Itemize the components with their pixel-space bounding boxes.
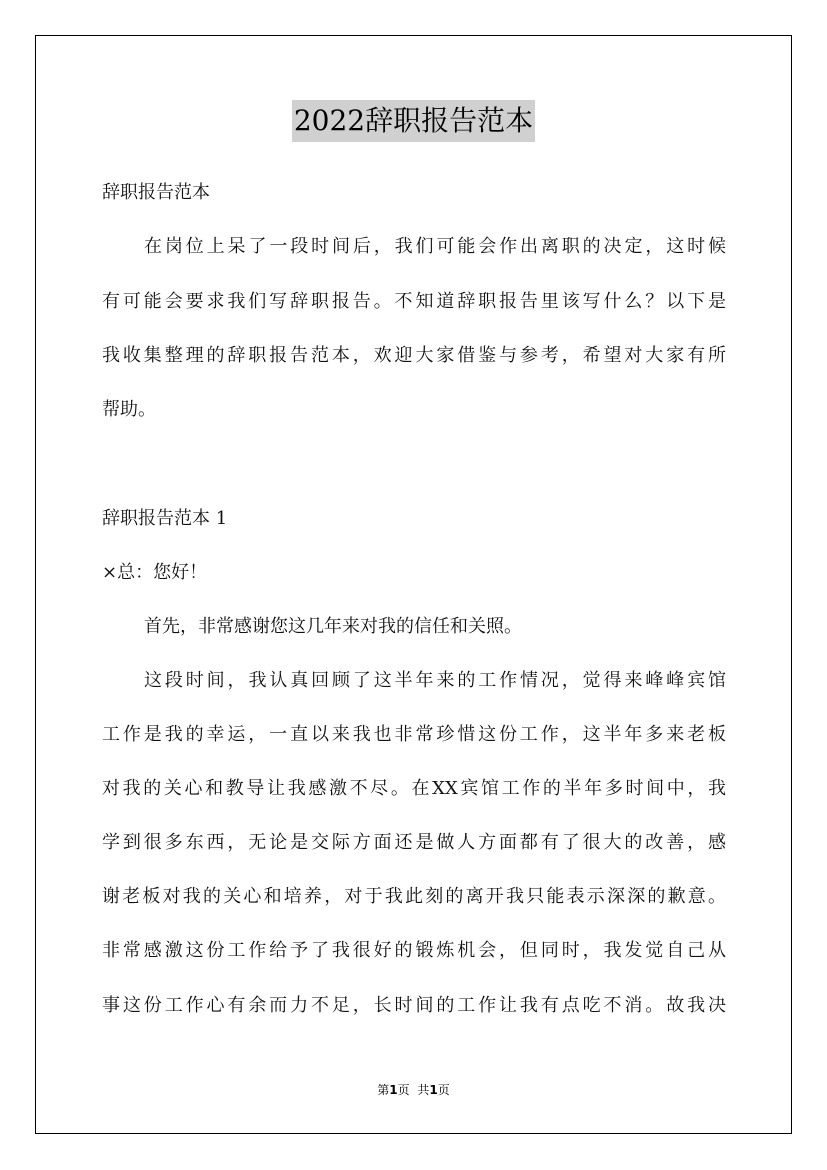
body-line: 这段时间，我认真回顾了这半年来的工作情况，觉得来峰峰宾馆	[144, 670, 726, 691]
intro-line: 帮助。	[102, 399, 156, 420]
body-line: 学到很多东西，无论是交际方面还是做人方面都有了很大的改善，感	[102, 832, 726, 853]
document-title: 2022辞职报告范本	[292, 100, 535, 142]
title-wrap	[0, 100, 827, 142]
intro-line: 有可能会要求我们写辞职报告。不知道辞职报告里该写什么？以下是	[102, 291, 726, 312]
intro-line: 我收集整理的辞职报告范本，欢迎大家借鉴与参考，希望对大家有所	[102, 345, 726, 366]
body-line: 谢老板对我的关心和培养，对于我此刻的离开我只能表示深深的歉意。	[102, 886, 726, 907]
intro-line: 在岗位上呆了一段时间后，我们可能会作出离职的决定，这时候	[144, 236, 726, 257]
section-title: 辞职报告范本 1	[102, 508, 228, 529]
footer-page-prefix: 第	[377, 1083, 390, 1097]
body-line: 事这份工作心有余而力不足，长时间的工作让我有点吃不消。故我决	[102, 995, 726, 1016]
document-heading: 辞职报告范本	[102, 182, 210, 203]
footer-total-suffix: 页	[437, 1083, 450, 1097]
footer-page-number: 1	[389, 1083, 398, 1097]
body-line: 对我的关心和教导让我感激不尽。在XX宾馆工作的半年多时间中，我	[102, 778, 726, 799]
footer-total-prefix: 共	[417, 1083, 430, 1097]
body-line: 工作是我的幸运，一直以来我也非常珍惜这份工作，这半年多来老板	[102, 724, 726, 745]
body-line: 非常感激这份工作给予了我很好的锻炼机会，但同时，我发觉自己从	[102, 940, 726, 961]
footer-page-suffix: 页	[397, 1083, 410, 1097]
footer-total-number: 1	[429, 1083, 438, 1097]
body-line: 首先，非常感谢您这几年来对我的信任和关照。	[144, 616, 522, 637]
salutation: ×总：您好！	[102, 562, 208, 583]
page-footer	[0, 1082, 827, 1098]
